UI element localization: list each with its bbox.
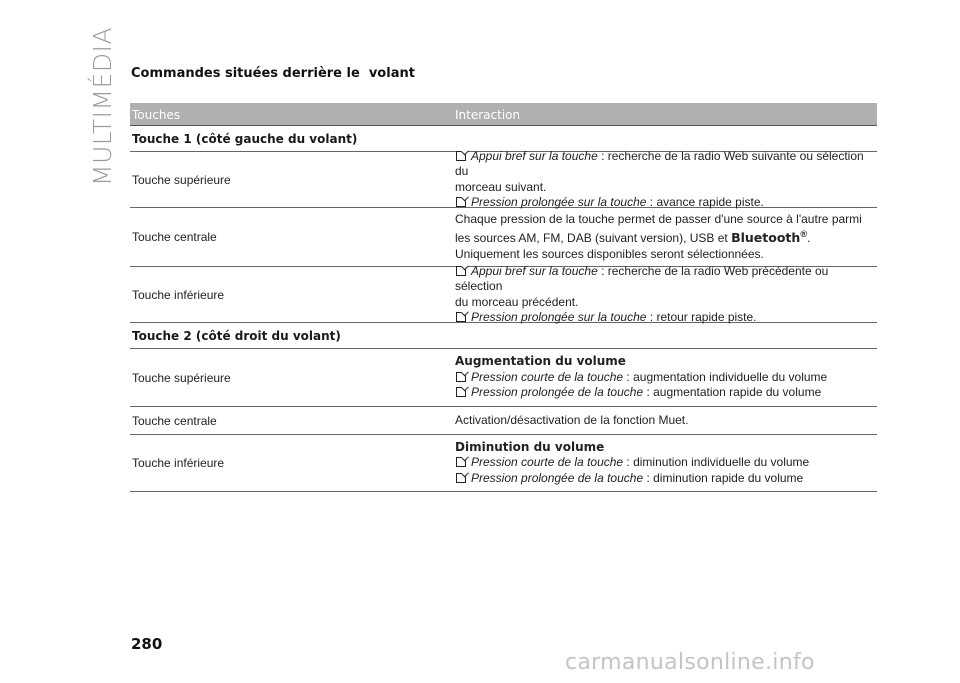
bullet-line [455, 385, 877, 401]
key-label: Touche centrale [132, 413, 217, 428]
action-label: Pression prolongée de la touche [471, 385, 644, 400]
action-description-continued: du morceau précédent. [455, 294, 579, 309]
action-label: Appui bref sur la touche [471, 263, 598, 278]
interaction-cell [455, 212, 877, 263]
check-bullet-icon [456, 151, 466, 161]
volume-down-title: Diminution du volume [455, 439, 605, 454]
action-description: : augmentation individuelle du volume [623, 369, 828, 384]
action-description-continued: morceau suivant. [455, 179, 547, 194]
controls-table [130, 103, 877, 492]
table-row-key2-upper [130, 349, 877, 407]
action-description: : diminution rapide du volume [643, 470, 804, 485]
group-row-key2 [130, 323, 877, 349]
interaction-cell [455, 440, 877, 487]
group-title-key1: Touche 1 (côté gauche du volant) [132, 132, 358, 146]
action-label: Pression courte de la touche [471, 369, 624, 384]
action-description: : augmentation rapide du volume [643, 385, 822, 400]
check-bullet-icon [456, 387, 466, 397]
interaction-cell [455, 264, 877, 326]
volume-up-title: Augmentation du volume [455, 354, 626, 369]
action-description: : diminution individuelle du volume [623, 455, 810, 470]
bullet-line [455, 370, 877, 386]
check-bullet-icon [456, 372, 466, 382]
table-header [130, 103, 877, 126]
interaction-cell [455, 149, 877, 211]
action-label: Pression prolongée sur la touche [471, 195, 647, 209]
action-label: Pression prolongée de la touche [471, 470, 644, 485]
key-label: Touche inférieure [132, 287, 225, 302]
key-label: Touche supérieure [132, 172, 231, 187]
action-description: : recherche de la radio Web suivante ou sélection du [455, 148, 864, 178]
page-heading: Commandes situées derrière le volant [131, 66, 415, 81]
page-number: 280 [131, 635, 163, 653]
watermark: carmanualsonline.info [565, 650, 815, 675]
description-line: Chaque pression de la touche permet de passer d'une source à l'autre parmi [455, 211, 862, 226]
group-title-key2: Touche 2 (côté droit du volant) [132, 329, 341, 343]
action-label: Pression courte de la touche [471, 455, 624, 470]
table-row-key1-upper [130, 148, 877, 209]
action-description: : retour rapide piste. [646, 310, 757, 324]
action-label: Appui bref sur la touche [471, 148, 598, 163]
bullet-line [455, 149, 877, 180]
action-description: : avance rapide piste. [646, 195, 764, 209]
description-line: Uniquement les sources disponibles seront sélectionnées. [455, 246, 764, 261]
column-header-keys: Touches [132, 108, 181, 122]
interaction-cell [455, 354, 877, 401]
check-bullet-icon [456, 312, 466, 322]
key-label: Touche supérieure [132, 370, 231, 385]
bullet-line [455, 471, 877, 487]
registered-mark: ® [800, 229, 807, 240]
table-row-key2-center [130, 407, 877, 435]
table-row-key2-lower [130, 435, 877, 492]
check-bullet-icon [456, 266, 466, 276]
description-text: . [806, 231, 811, 246]
interaction-cell [455, 413, 877, 429]
bullet-line [455, 264, 877, 295]
description-text: les sources AM, FM, DAB (suivant version), USB et [455, 231, 732, 246]
table-row-key1-lower [130, 263, 877, 324]
bluetooth-brand: Bluetooth [731, 230, 801, 246]
action-description: : recherche de la radio Web précédente ou sélection [455, 263, 829, 293]
table-row-key1-center [130, 208, 877, 267]
check-bullet-icon [456, 473, 466, 483]
bullet-line [455, 455, 877, 471]
section-side-title: MULTIMÉDIA [88, 26, 117, 186]
description-line [455, 227, 877, 247]
column-header-interaction: Interaction [455, 108, 521, 122]
check-bullet-icon [456, 457, 466, 467]
key-label: Touche centrale [132, 230, 217, 244]
description-line: Activation/désactivation de la fonction Muet. [455, 412, 689, 427]
action-label: Pression prolongée sur la touche [471, 310, 647, 324]
check-bullet-icon [456, 197, 466, 207]
key-label: Touche inférieure [132, 456, 225, 470]
